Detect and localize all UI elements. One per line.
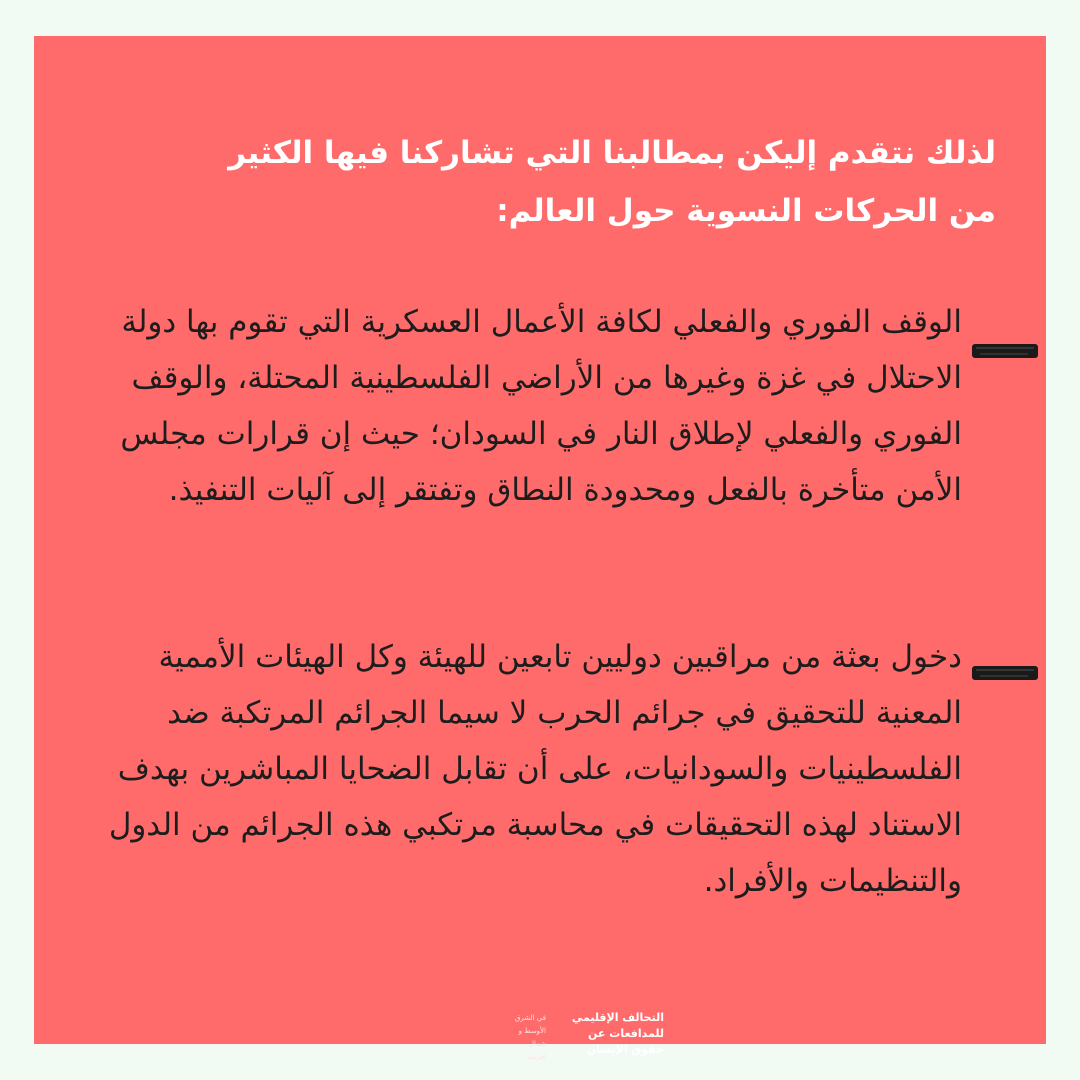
logo-side-4: إفريقيا bbox=[527, 1053, 546, 1061]
logo-side-2: الأوسط و bbox=[518, 1027, 546, 1035]
logo-line-1: التحالف الإقليمي bbox=[571, 1011, 664, 1024]
organization-logo bbox=[484, 1010, 664, 1070]
brush-dash-icon bbox=[972, 666, 1038, 680]
content-card bbox=[34, 36, 1046, 1061]
brush-dash-icon bbox=[972, 344, 1038, 358]
intro-line-2: من الحركات النسوية حول العالم: bbox=[496, 193, 996, 229]
intro-line-1: لذلك نتقدم إليكن بمطالبنا التي تشاركنا فيها الكثير bbox=[228, 135, 996, 171]
demand-item-2: دخول بعثة من مراقبين دوليين تابعين للهيئة وكل الهيئات الأممية المعنية للتحقيق في جرائم الحرب لا سيما الجرائم المرتكبة ضد الفلسطينيات والسودانيات، على أن تقابل الضحايا المباشرين بهدف الاستناد لهذه التحقيقات في محاسبة مرتكبي هذه الجرائم من الدول والتنظيمات والأفراد. bbox=[108, 639, 962, 899]
logo-title bbox=[549, 1010, 664, 1058]
logo-region bbox=[484, 1012, 546, 1064]
intro-heading bbox=[96, 124, 996, 240]
demand-item-1: الوقف الفوري والفعلي لكافة الأعمال العسكرية التي تقوم بها دولة الاحتلال في غزة وغيرها من الأراضي الفلسطينية المحتلة، والوقف الفوري والفعلي لإطلاق النار في السودان؛ حيث إن قرارات مجلس الأمن متأخرة بالفعل ومحدودة النطاق وتفتقر إلى آليات التنفيذ. bbox=[120, 304, 962, 508]
logo-side-1: في الشرق bbox=[514, 1014, 546, 1022]
logo-line-3: حقوق الإنسان bbox=[586, 1043, 664, 1056]
logo-line-2: للمدافعات عن bbox=[588, 1027, 664, 1040]
logo-side-3: شمال bbox=[528, 1040, 546, 1048]
